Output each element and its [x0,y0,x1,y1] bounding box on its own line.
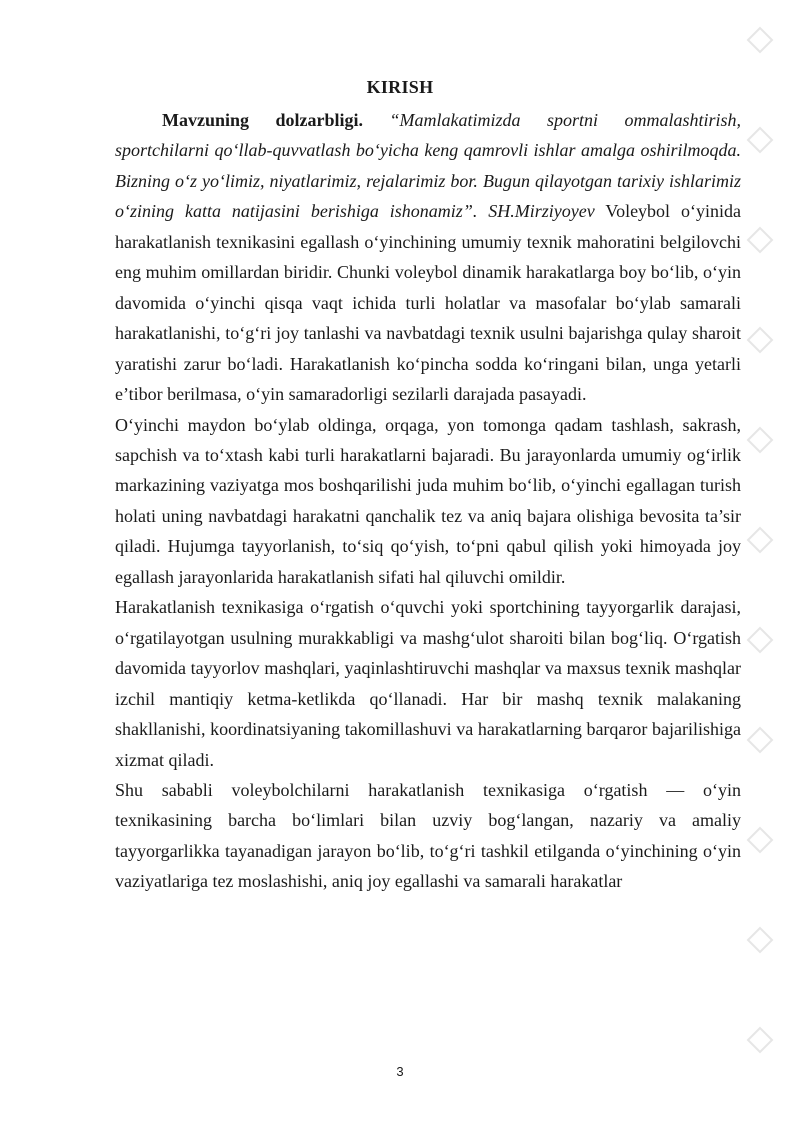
body-paragraph-1: O‘yinchi maydon bo‘ylab oldinga, orqaga, yon tomonga qadam tashlash, sakrash, sapchish va to‘xtash kabi turli harakatlarni bajaradi. Bu jarayonlarda umumiy og‘irlik markazining vaziyatga mos boshqarilishi juda muhim bo‘lib, o‘yinchi egallagan turish holati uning navbatdagi harakatni qanchalik tez va aniq bajara olishiga bevosita ta’sir qiladi. Hujumga tayyorlanish, to‘siq qo‘yish, to‘pni qabul qilish yoki himoyada joy egallash jarayonlarida harakatlanish sifati hal qiluvchi omildir. [115,414,741,587]
president-quote: “Mamlakatimizda sportni ommalashtirish, sportchilarni qo‘llab-quvvatlash bo‘yicha keng qamrovli ishlar amalga oshirilmoqda. Bizning o‘z yo‘limiz, niyatlarimiz, rejalarimiz bor. Bugun qilayotgan tarixiy ishlarimiz o‘zining katta natijasini berishiga ishonamiz”. SH.Mirziyoyev [115,110,742,222]
page-title: KIRISH [366,77,434,97]
intro-text: Voleybol o‘yinida harakatlanish texnikasini egallash o‘yinchining umumiy texnik mahoratini belgilovchi eng muhim omillardan biridir. Chunki voleybol dinamik harakatlarga boy bo‘lib, o‘yin davomida o‘yinchi qisqa vaqt ichida turli holatlar va masofalar bo‘ylab samarali harakatlanishi, to‘g‘ri joy tanlashi va navbatdagi texnik usulni bajarishga qulay sharoit yaratishi zarur bo‘ladi. Harakatlanish ko‘pincha sodda ko‘ringani bilan, unga yetarli e’tibor berilmasa, o‘yin samaradorligi sezilarli darajada pasayadi. [115,201,741,405]
topic-relevance-heading: Mavzuning dolzarbligi. [162,110,364,130]
watermark-pattern [740,0,780,1131]
body-paragraph-2: Harakatlanish texnikasiga o‘rgatish o‘quvchi yoki sportchining tayyorgarlik darajasi, o‘rgatilayotgan usulning murakkabligi va mashg‘ulot sharoiti bilan bog‘liq. O‘rgatish davomida tayyorlov mashqlari, yaqinlashtiruvchi mashqlar va maxsus texnik mashqlar izchil mantiqiy ketma-ketlikda qo‘llanadi. Har bir mashq texnik malakaning shakllanishi, koordinatsiyaning takomillashuvi va harakatlarning barqaror bajarilishiga xizmat qiladi. [115,597,741,770]
document-body [115,105,741,897]
intro-paragraph [115,105,741,410]
body-paragraph-3: Shu sababli voleybolchilarni harakatlanish texnikasiga o‘rgatish — o‘yin texnikasining barcha bo‘limlari bilan uzviy bog‘langan, nazariy va amaliy tayyorgarlikka tayanadigan jarayon bo‘lib, to‘g‘ri tashkil etilganda o‘yinchining o‘yin vaziyatlariga tez moslashishi, aniq joy egallashi va samarali harakatlar [115,779,741,892]
page-number: 3 [396,1064,404,1079]
